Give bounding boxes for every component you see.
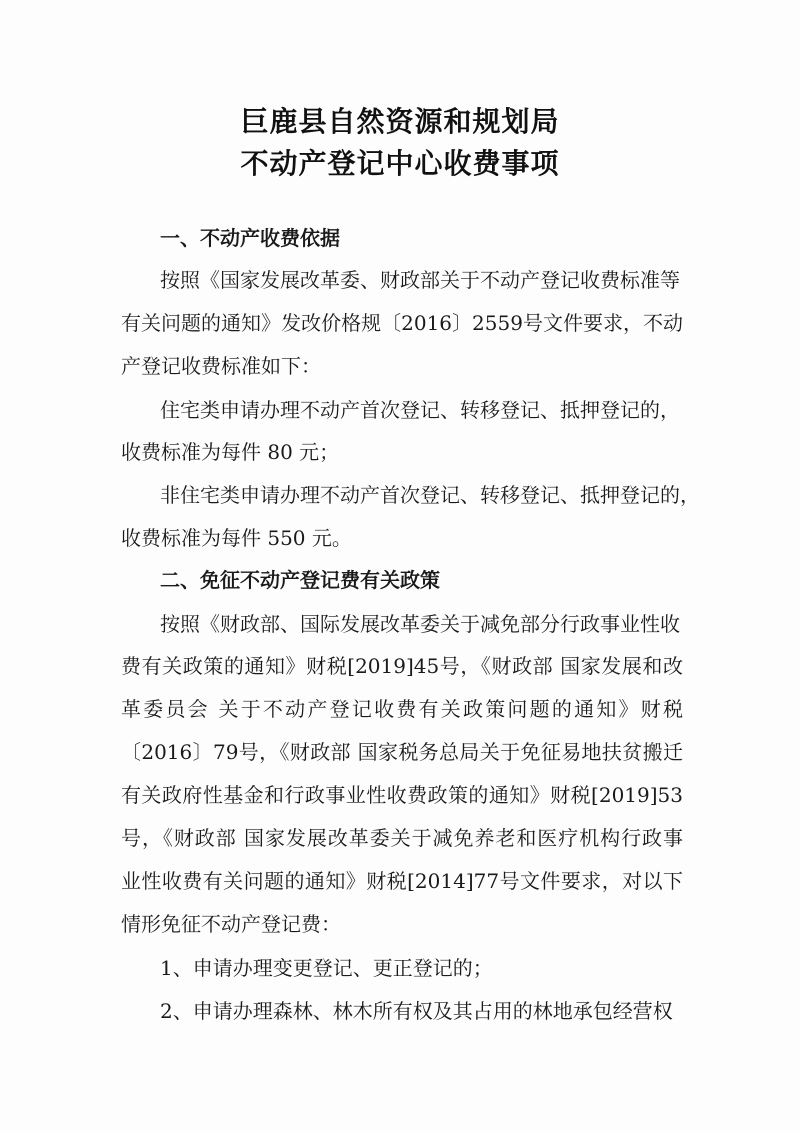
section-2-paragraph-line-3: 革委员会 关于不动产登记收费有关政策问题的通知》财税 [121, 697, 683, 721]
section-1-heading: 一、不动产收费依据 [160, 226, 340, 250]
document-title-line-1: 巨鹿县自然资源和规划局 [240, 105, 560, 138]
section-1-paragraph-3-line-1: 非住宅类申请办理不动产首次登记、转移登记、抵押登记的， [160, 483, 700, 507]
section-1-paragraph-1-line-1: 按照《国家发展改革委、财政部关于不动产登记收费标准等 [160, 268, 680, 292]
section-1-paragraph-2-line-1: 住宅类申请办理不动产首次登记、转移登记、抵押登记的， [160, 398, 680, 422]
section-2-paragraph-line-4: 〔2016〕79号，《财政部 国家税务总局关于免征易地扶贫搬迁 [121, 740, 683, 764]
section-2-paragraph-line-8: 情形免征不动产登记费： [121, 912, 341, 936]
section-1-paragraph-1-line-3: 产登记收费标准如下： [121, 354, 321, 378]
section-1-paragraph-2-line-2: 收费标准为每件 80 元； [121, 440, 340, 464]
section-2-paragraph-line-2: 费有关政策的通知》财税[2019]45号，《财政部 国家发展和改 [121, 654, 683, 678]
document-title-line-2: 不动产登记中心收费事项 [240, 147, 560, 180]
section-2-paragraph-line-5: 有关政府性基金和行政事业性收费政策的通知》财税[2019]53 [121, 783, 683, 807]
section-1-paragraph-3-line-2: 收费标准为每件 550 元。 [121, 526, 352, 550]
section-2-paragraph-line-7: 业性收费有关问题的通知》财税[2014]77号文件要求，对以下 [121, 869, 683, 893]
section-2-paragraph-line-6: 号，《财政部 国家发展改革委关于减免养老和医疗机构行政事 [121, 826, 683, 850]
section-1-paragraph-1-line-2: 有关问题的通知》发改价格规〔2016〕2559号文件要求，不动 [121, 311, 683, 335]
section-2-list-item-1: 1、申请办理变更登记、更正登记的； [160, 956, 493, 980]
section-2-paragraph-line-1: 按照《财政部、国际发展改革委关于减免部分行政事业性收 [160, 612, 680, 636]
section-2-list-item-2: 2、申请办理森林、林木所有权及其占用的林地承包经营权 [160, 999, 673, 1023]
section-2-heading: 二、免征不动产登记费有关政策 [160, 568, 440, 592]
